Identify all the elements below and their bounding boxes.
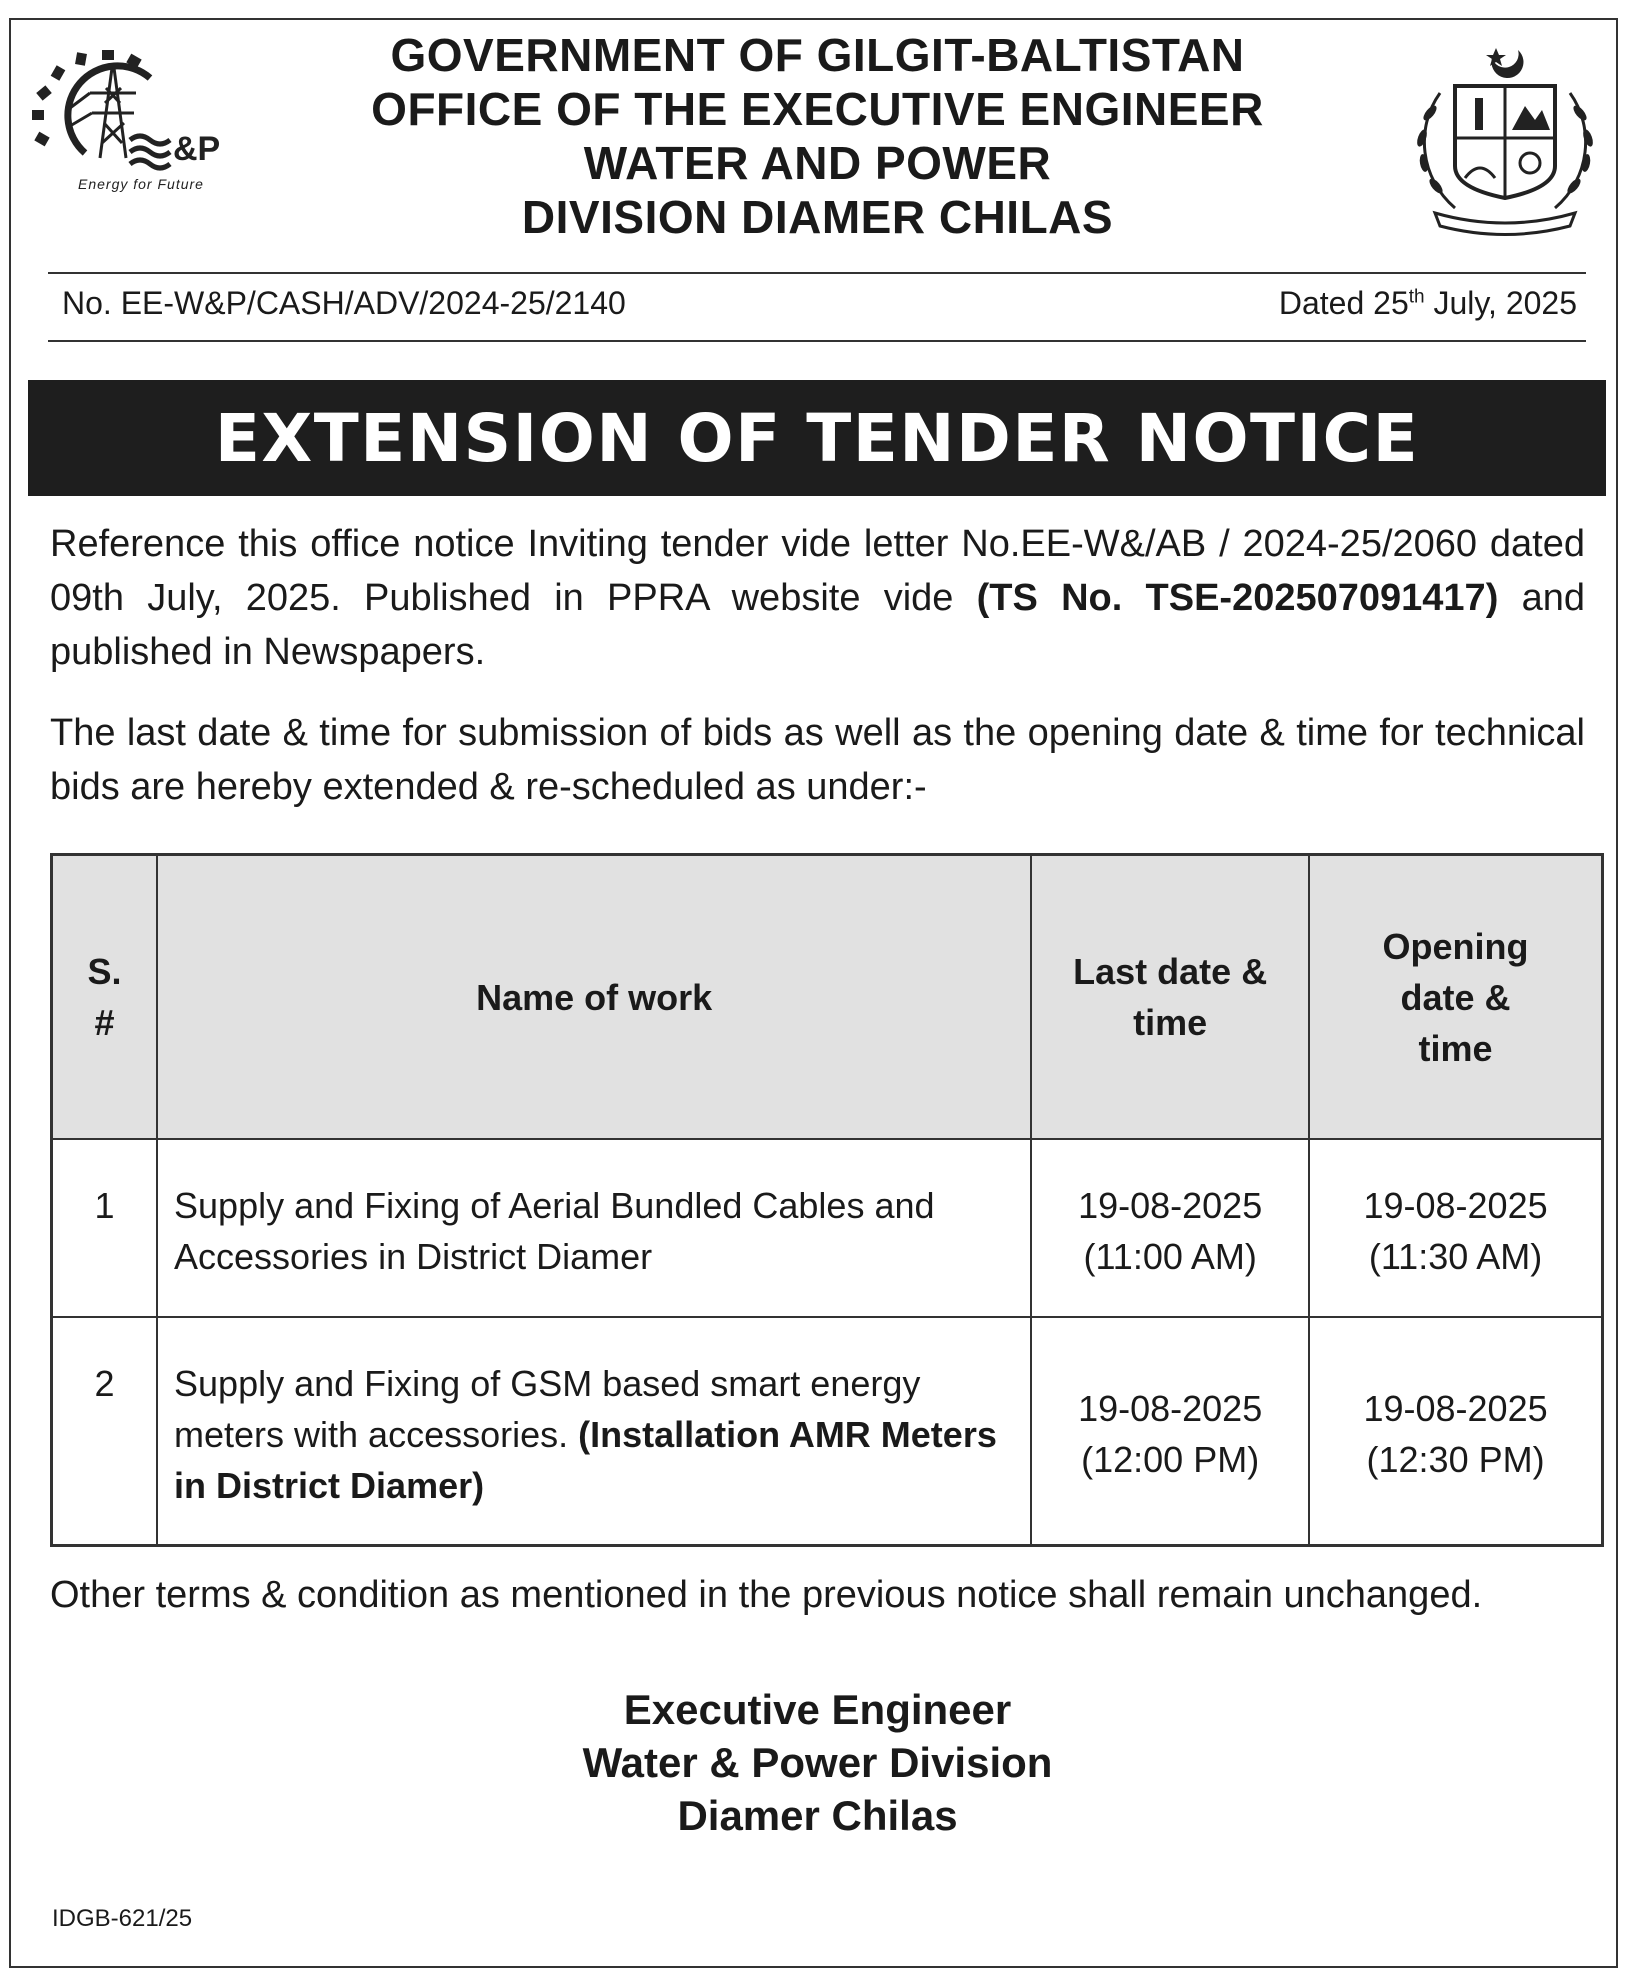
header-division: DIVISION DIAMER CHILAS	[521, 191, 1114, 243]
reference-row	[62, 285, 1577, 322]
ad-code: IDGB-621/25	[52, 1905, 193, 1932]
divider-top	[48, 272, 1586, 274]
row-work: Supply and Fixing of GSM based smart energy meters with accessories. (Installation AMR Meters in District Diamer)	[174, 1363, 997, 1506]
notice-title-banner	[28, 380, 1606, 496]
reference-number: No. EE-W&P/CASH/ADV/2024-25/2140	[62, 285, 626, 321]
row-opening-date: 19-08-2025 (11:30 AM)	[1363, 1185, 1548, 1277]
wp-logo-mark: &P	[173, 130, 221, 168]
signature-location: Diamer Chilas	[677, 1792, 958, 1839]
signature-title: Executive Engineer	[623, 1686, 1012, 1733]
signature-block	[0, 1683, 1635, 1842]
ts-number: (TS No. TSE-202507091417)	[976, 577, 1499, 619]
header-last-date: Last date & time	[1031, 855, 1309, 1140]
row-work: Supply and Fixing of Aerial Bundled Cables and Accessories in District Diamer	[174, 1185, 935, 1277]
row-sno: 1	[94, 1185, 115, 1226]
signature-division: Water & Power Division	[582, 1739, 1053, 1786]
table-row	[52, 1317, 1603, 1546]
row-sno: 2	[94, 1363, 115, 1404]
reference-paragraph: Reference this office notice Inviting tender vide letter No.EE-W&/AB / 2024-25/2060 dated 09th July, 2025. Published in PPRA website vide (TS No. TSE-202507091417) and published in Newspapers.	[50, 523, 1585, 673]
terms-note: Other terms & condition as mentioned in the previous notice shall remain unchanged.	[50, 1574, 1483, 1616]
divider-bottom	[48, 340, 1586, 342]
extension-paragraph: The last date & time for submission of bids as well as the opening date & time for technical bids are hereby extended & re-scheduled as under:-	[50, 712, 1585, 808]
header-department: WATER AND POWER	[583, 137, 1052, 189]
header-government: GOVERNMENT OF GILGIT-BALTISTAN	[390, 29, 1245, 81]
header-opening-date: Opening date & time	[1309, 855, 1602, 1140]
table-row	[52, 1139, 1603, 1317]
row-last-date: 19-08-2025 (11:00 AM)	[1078, 1185, 1263, 1277]
row-last-date: 19-08-2025 (12:00 PM)	[1078, 1388, 1263, 1480]
notice-title: EXTENSION OF TENDER NOTICE	[214, 399, 1420, 477]
header-office: OFFICE OF THE EXECUTIVE ENGINEER	[371, 83, 1264, 135]
row-opening-date: 19-08-2025 (12:30 PM)	[1363, 1388, 1548, 1480]
table-header-row	[52, 855, 1603, 1140]
header-sno: S. #	[52, 855, 158, 1140]
wp-logo-tagline: Energy for Future	[78, 176, 204, 192]
tender-schedule-table	[50, 853, 1604, 1547]
office-header	[0, 28, 1635, 244]
reference-date: Dated 25th July, 2025	[1278, 285, 1577, 321]
header-name-of-work: Name of work	[157, 855, 1031, 1140]
